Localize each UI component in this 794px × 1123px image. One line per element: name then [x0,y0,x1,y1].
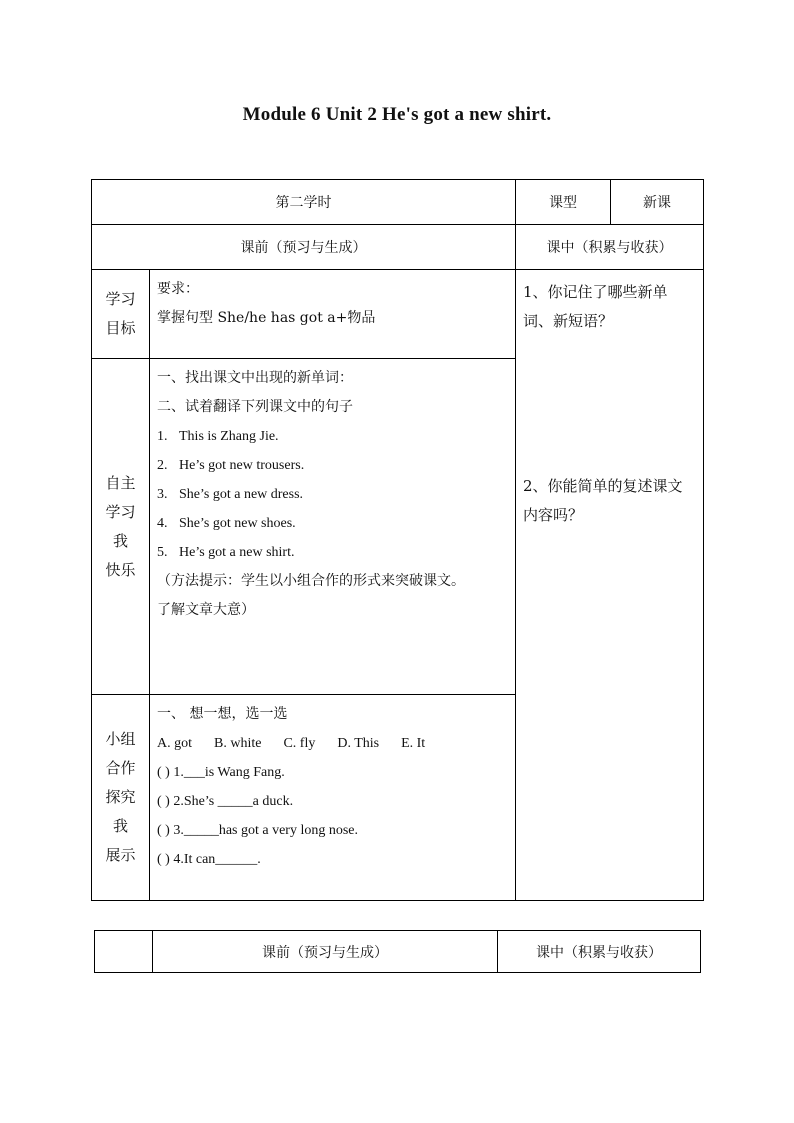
self-study-label-line: 学习 [105,502,136,521]
lesson-type-value: 新课 [611,180,704,225]
sentence-text: She’s got a new dress. [179,487,304,502]
during-class-heading: 课中（积累与收获） [516,225,704,270]
question-item: ( ) 3._____has got a very long nose. [157,823,359,838]
sentence-text: He’s got a new shirt. [179,545,295,560]
group-work-label-line: 探究 [105,788,136,806]
sentence-number: 3. [157,487,168,502]
sentence-text: He’s got new trousers. [179,458,305,473]
goals-label-line: 学习 [105,290,136,308]
during-class-heading-2: 课中（积累与收获） [498,931,701,973]
method-tip: （方法提示：学生以小组合作的形式来突破课文。 [157,573,465,589]
find-new-words-task: 一、找出课文中出现的新单词： [157,370,353,386]
option-c: C. fly [283,736,316,751]
sentence-number: 2. [157,458,168,473]
sentence-number: 5. [157,545,168,560]
goals-content-cell [150,270,516,359]
goals-label [92,270,150,359]
option-a: A. got [157,736,192,751]
translate-task: 二、试着翻译下列课文中的句子 [157,399,353,415]
self-study-label [92,359,150,695]
before-class-heading: 课前（预习与生成） [92,225,516,270]
period-cell: 第二学时 [92,180,516,225]
subheader-row [92,225,704,270]
empty-label-cell [95,931,153,973]
goals-row [92,270,704,359]
goals-content: 掌握句型 She/he has got a+物品 [157,310,376,326]
question-item: ( ) 4.It can______. [157,852,261,867]
option-d: D. This [337,736,380,751]
before-class-heading-2: 课前（预习与生成） [153,931,498,973]
lesson-plan-table [91,179,704,901]
goals-requirement: 要求： [157,281,199,297]
answer-options [157,729,508,758]
page-title: Module 6 Unit 2 He's got a new shirt. [242,104,552,125]
retell-question: 2、你能简单的复述课文内容吗？ [523,477,683,524]
second-table-header-row [95,931,701,973]
sentence-number: 4. [157,516,168,531]
sentence-item [157,451,508,480]
group-work-label-line: 我 [112,817,128,835]
choose-exercise-heading: 一、 想一想，选一选 [157,706,288,722]
question-item: ( ) 2.She’s _____a duck. [157,794,294,809]
sentence-text: She’s got new shoes. [179,516,296,531]
second-table [94,930,701,973]
self-study-label-line: 自主 [105,473,136,492]
sentence-item [157,538,508,567]
option-b: B. white [214,736,262,751]
group-work-label [92,695,150,901]
goals-label-line: 目标 [105,319,136,337]
sentence-item [157,509,508,538]
group-work-content-cell [150,695,516,901]
group-work-label-line: 小组 [105,730,136,748]
self-study-content-cell [150,359,516,695]
question-item: ( ) 1.___is Wang Fang. [157,765,285,780]
self-study-label-line: 快乐 [105,560,136,579]
sentence-item [157,480,508,509]
method-tip-continued: 了解文章大意） [157,602,255,618]
sentence-number: 1. [157,429,168,444]
header-row [92,180,704,225]
group-work-label-line: 合作 [105,759,136,777]
lesson-type-label: 课型 [516,180,611,225]
in-class-notes-cell [516,270,704,901]
new-words-question: 1、你记住了哪些新单词、新短语？ [523,283,668,330]
sentence-item [157,422,508,451]
group-work-label-line: 展示 [105,846,136,864]
self-study-label-line: 我 [112,531,128,550]
option-e: E. It [401,736,426,751]
sentence-text: This is Zhang Jie. [179,429,279,444]
